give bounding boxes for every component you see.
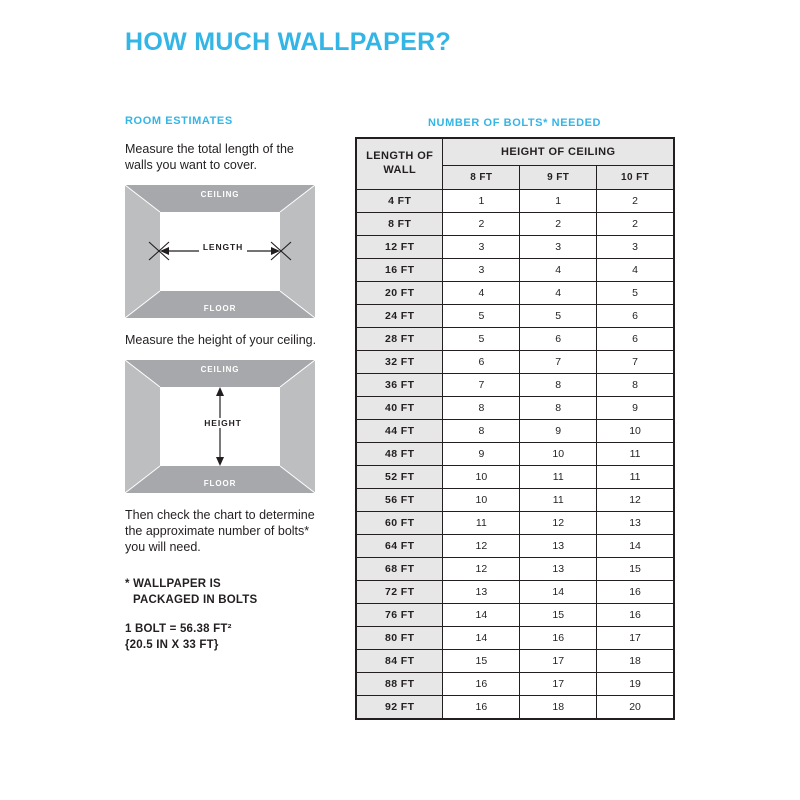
bolts-value-cell: 16 [597, 581, 674, 604]
bolts-value-cell: 5 [443, 328, 520, 351]
row-header-length: 40 FT [356, 397, 443, 420]
row-header-length: 20 FT [356, 282, 443, 305]
table-row [356, 650, 674, 673]
bolts-value-cell: 14 [443, 627, 520, 650]
bolts-value-cell: 11 [443, 512, 520, 535]
bolts-value-cell: 5 [597, 282, 674, 305]
footnote [125, 577, 320, 653]
bolts-value-cell: 15 [520, 604, 597, 627]
floor-label: FLOOR [203, 304, 237, 313]
bolts-table-heading: NUMBER OF BOLTS* NEEDED [428, 117, 602, 129]
table-row [356, 604, 674, 627]
bolts-value-cell: 5 [443, 305, 520, 328]
bolts-value-cell: 8 [520, 374, 597, 397]
room-diagram-length [125, 185, 315, 318]
table-row [356, 351, 674, 374]
bolts-value-cell: 3 [443, 259, 520, 282]
bolts-value-cell: 18 [597, 650, 674, 673]
row-header-length: 60 FT [356, 512, 443, 535]
floor-label: FLOOR [203, 479, 237, 488]
bolts-value-cell: 11 [520, 466, 597, 489]
bolts-value-cell: 6 [597, 328, 674, 351]
bolts-value-cell: 6 [520, 328, 597, 351]
bolts-value-cell: 16 [520, 627, 597, 650]
bolts-value-cell: 13 [597, 512, 674, 535]
bolts-table [355, 137, 675, 720]
bolts-value-cell: 4 [520, 259, 597, 282]
row-header-length: 24 FT [356, 305, 443, 328]
bolts-value-cell: 17 [520, 673, 597, 696]
bolts-value-cell: 20 [597, 696, 674, 720]
bolts-value-cell: 7 [520, 351, 597, 374]
row-header-length: 88 FT [356, 673, 443, 696]
row-header-length: 92 FT [356, 696, 443, 720]
header-col-8ft: 8 FT [443, 166, 520, 190]
bolts-value-cell: 8 [443, 420, 520, 443]
row-header-length: 68 FT [356, 558, 443, 581]
bolts-value-cell: 2 [443, 213, 520, 236]
height-dimension-label [125, 417, 321, 429]
footnote-line-2: PACKAGED IN BOLTS [133, 593, 258, 606]
bolts-value-cell: 15 [443, 650, 520, 673]
bolts-value-cell: 2 [597, 213, 674, 236]
table-row [356, 489, 674, 512]
bolts-value-cell: 10 [520, 443, 597, 466]
bolts-value-cell: 9 [443, 443, 520, 466]
bolts-value-cell: 3 [597, 236, 674, 259]
table-row [356, 305, 674, 328]
table-row [356, 443, 674, 466]
table-row [356, 374, 674, 397]
table-row [356, 420, 674, 443]
bolts-value-cell: 11 [597, 466, 674, 489]
bolts-value-cell: 8 [597, 374, 674, 397]
bolts-value-cell: 11 [520, 489, 597, 512]
length-dimension-text: LENGTH [199, 242, 247, 252]
bolts-table-head [356, 138, 674, 190]
length-dimension-label [125, 241, 321, 253]
bolts-value-cell: 5 [520, 305, 597, 328]
bolts-value-cell: 8 [520, 397, 597, 420]
bolts-table-body [356, 190, 674, 720]
ceiling-label: CEILING [200, 190, 240, 199]
table-row [356, 190, 674, 213]
table-header-row-1 [356, 138, 674, 166]
bolts-value-cell: 14 [597, 535, 674, 558]
table-row [356, 328, 674, 351]
bolts-value-cell: 8 [443, 397, 520, 420]
bolts-value-cell: 2 [597, 190, 674, 213]
table-row [356, 466, 674, 489]
footnote-line-4: {20.5 IN X 33 FT} [125, 638, 219, 651]
bolts-value-cell: 9 [597, 397, 674, 420]
table-row [356, 259, 674, 282]
row-header-length: 4 FT [356, 190, 443, 213]
bolts-value-cell: 4 [520, 282, 597, 305]
bolts-value-cell: 16 [443, 696, 520, 720]
bolts-value-cell: 7 [597, 351, 674, 374]
row-header-length: 12 FT [356, 236, 443, 259]
table-row [356, 535, 674, 558]
step-1-text: Measure the total length of the walls you want to cover. [125, 142, 294, 172]
bolts-value-cell: 11 [597, 443, 674, 466]
row-header-length: 72 FT [356, 581, 443, 604]
header-col-9ft: 9 FT [520, 166, 597, 190]
bolts-value-cell: 10 [443, 489, 520, 512]
bolts-value-cell: 6 [597, 305, 674, 328]
header-col-10ft: 10 FT [597, 166, 674, 190]
footnote-line-3: 1 BOLT = 56.38 FT² [125, 623, 232, 636]
bolts-value-cell: 9 [520, 420, 597, 443]
row-header-length: 48 FT [356, 443, 443, 466]
row-header-length: 44 FT [356, 420, 443, 443]
table-row [356, 673, 674, 696]
room-diagram-height [125, 360, 315, 493]
ceiling-label: CEILING [200, 365, 240, 374]
bolts-value-cell: 1 [520, 190, 597, 213]
bolts-value-cell: 12 [520, 512, 597, 535]
step-3-text: Then check the chart to determine the approximate number of bolts* you will need. [125, 508, 315, 554]
bolts-value-cell: 4 [443, 282, 520, 305]
table-row [356, 397, 674, 420]
bolts-value-cell: 13 [520, 535, 597, 558]
table-row [356, 627, 674, 650]
table-row [356, 512, 674, 535]
row-header-length: 36 FT [356, 374, 443, 397]
bolts-value-cell: 19 [597, 673, 674, 696]
bolts-value-cell: 18 [520, 696, 597, 720]
table-row [356, 558, 674, 581]
bolts-value-cell: 6 [443, 351, 520, 374]
bolts-value-cell: 10 [597, 420, 674, 443]
bolts-value-cell: 13 [443, 581, 520, 604]
table-row [356, 581, 674, 604]
bolts-value-cell: 12 [597, 489, 674, 512]
bolts-value-cell: 15 [597, 558, 674, 581]
bolts-value-cell: 7 [443, 374, 520, 397]
row-header-length: 84 FT [356, 650, 443, 673]
row-header-length: 56 FT [356, 489, 443, 512]
row-header-length: 76 FT [356, 604, 443, 627]
bolts-value-cell: 4 [597, 259, 674, 282]
bolts-value-cell: 14 [520, 581, 597, 604]
bolts-value-cell: 2 [520, 213, 597, 236]
step-2-text: Measure the height of your ceiling. [125, 333, 317, 347]
header-length-of-wall: LENGTH OF WALL [356, 138, 443, 190]
bolts-value-cell: 17 [520, 650, 597, 673]
header-height-of-ceiling: HEIGHT OF CEILING [443, 138, 674, 166]
table-row [356, 236, 674, 259]
room-estimates-column [125, 115, 320, 653]
row-header-length: 8 FT [356, 213, 443, 236]
row-header-length: 52 FT [356, 466, 443, 489]
table-row [356, 213, 674, 236]
bolts-value-cell: 12 [443, 535, 520, 558]
row-header-length: 32 FT [356, 351, 443, 374]
row-header-length: 16 FT [356, 259, 443, 282]
footnote-line-1: * WALLPAPER IS [125, 578, 221, 590]
bolts-value-cell: 12 [443, 558, 520, 581]
room-estimates-heading: ROOM ESTIMATES [125, 115, 233, 127]
bolts-value-cell: 17 [597, 627, 674, 650]
bolts-value-cell: 10 [443, 466, 520, 489]
bolts-value-cell: 1 [443, 190, 520, 213]
height-dimension-text: HEIGHT [200, 418, 246, 428]
page-title: HOW MUCH WALLPAPER? [125, 28, 452, 56]
bolts-value-cell: 3 [520, 236, 597, 259]
bolts-value-cell: 16 [443, 673, 520, 696]
table-row [356, 696, 674, 720]
bolts-value-cell: 3 [443, 236, 520, 259]
row-header-length: 64 FT [356, 535, 443, 558]
row-header-length: 80 FT [356, 627, 443, 650]
row-header-length: 28 FT [356, 328, 443, 351]
bolts-value-cell: 14 [443, 604, 520, 627]
bolts-value-cell: 13 [520, 558, 597, 581]
bolts-value-cell: 16 [597, 604, 674, 627]
table-row [356, 282, 674, 305]
